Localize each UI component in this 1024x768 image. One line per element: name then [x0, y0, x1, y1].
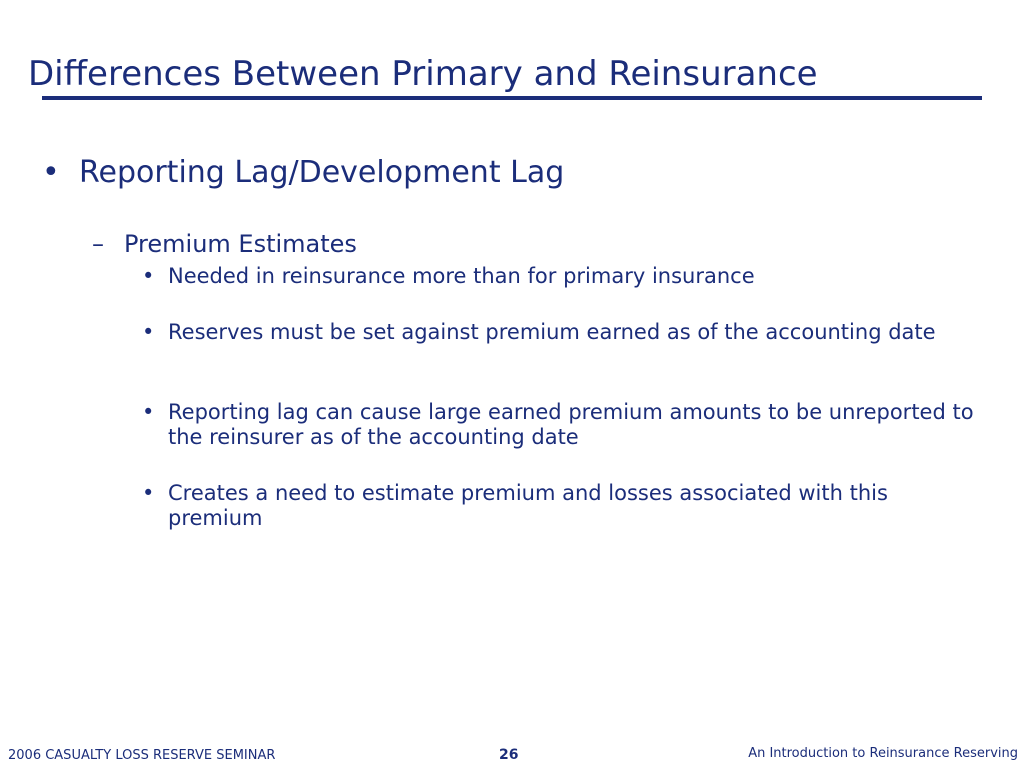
level3-bullet-item	[142, 320, 982, 345]
bullet-icon: •	[142, 400, 155, 424]
title-underline	[42, 96, 982, 100]
level3-bullet-text: Needed in reinsurance more than for primary insurance	[168, 264, 755, 288]
level3-bullet-item	[142, 400, 982, 450]
footer-presentation-title: An Introduction to Reinsurance Reserving	[748, 746, 1018, 761]
level3-bullet-text: Creates a need to estimate premium and losses associated with this premium	[168, 481, 888, 530]
level3-bullet-text: Reserves must be set against premium earned as of the accounting date	[168, 320, 936, 344]
bullet-icon: •	[42, 155, 60, 190]
bullet-icon: •	[142, 320, 155, 344]
slide-title: Differences Between Primary and Reinsurance	[28, 54, 818, 94]
bullet-icon: •	[142, 481, 155, 505]
dash-bullet-icon: –	[92, 230, 104, 258]
level1-bullet-item	[42, 153, 564, 193]
level1-bullet-text: Reporting Lag/Development Lag	[79, 155, 565, 190]
level3-bullet-text: Reporting lag can cause large earned premium amounts to be unreported to the reinsurer as of the accounting date	[168, 400, 974, 449]
footer-seminar-name: 2006 CASUALTY LOSS RESERVE SEMINAR	[8, 748, 276, 763]
footer-page-number: 26	[499, 747, 519, 763]
level3-bullet-item	[142, 264, 982, 289]
level2-bullet-item	[92, 229, 357, 259]
level2-bullet-text: Premium Estimates	[124, 230, 357, 258]
bullet-icon: •	[142, 264, 155, 288]
level3-bullet-item	[142, 481, 982, 531]
